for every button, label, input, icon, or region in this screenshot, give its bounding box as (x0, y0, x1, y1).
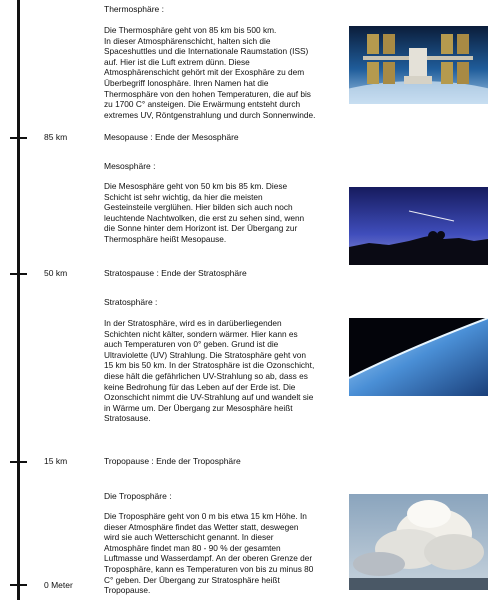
boundary-stratopause: Stratospause : Ende der Stratosphäre (104, 268, 247, 278)
km-label-0: 0 Meter (44, 580, 73, 590)
tick-50km (10, 273, 27, 275)
stratosphere-text: In der Stratosphäre, wird es in darüberliegenden Schichten nicht kälter, sondern wärmer. Hier kann es auch Temperaturen von 0° geben. Grund ist die Ultraviolette (UV) Strahlung. Die Stratosphäre geht von 15 km bis 50 km. In der Stratosphäre ist die Ozonschicht, diese hält die gefährlichen UV-Strahlung so ab, dass es keine Bedrohung für das Leben auf der Erde ist. Die Ozonschicht nimmt die UV-Strahlung auf und wandelt sie in Wärme um. Der Übergang zur Mesosphäre heißt Stratosause. (104, 318, 315, 424)
thermosphere-text: Die Thermosphäre geht von 85 km bis 500 km. In dieser Atmosphärenschicht, halten sich die Spaceshuttles und die Internationale Raumstation (ISS) auf. Hier ist die Luft extrem dünn. Diese Atmosphärenschicht gehört mit der Exosphäre zu dem Überbegriff Ionosphäre. Ihren Namen hat die Thermosphäre von den hohen Temperaturen, die auf bis zu 1700 C° ansteigen. Die Erwärmung entsteht durch extremes UV, Röntgenstrahlung und durch Sonnenwinde. (104, 25, 316, 120)
stratosphere-heading: Stratosphäre : (104, 297, 158, 307)
tick-0m (10, 584, 27, 586)
boundary-tropopause: Tropopause : Ende der Troposphäre (104, 456, 241, 466)
mesosphere-heading: Mesosphäre : (104, 161, 156, 171)
iss-space-station-photo (349, 26, 488, 104)
night-sky-meteor-photo (349, 187, 488, 265)
km-label-85: 85 km (44, 132, 68, 142)
troposphere-heading: Die Troposphäre : (104, 491, 172, 501)
mesosphere-text: Die Mesosphäre geht von 50 km bis 85 km. Diese Schicht ist sehr wichtig, da hier die meisten Gesteinsteile verglühen. Hier bilden sich auch noch leuchtende Nachtwolken, die erst zu sehen sind, wenn die Sonne hinter dem Horizont ist. Der Übergang zur Thermosphäre heißt Mesopause. (104, 181, 305, 244)
tick-85km (10, 137, 27, 139)
troposphere-text: Die Troposphäre geht von 0 m bis etwa 15 km Höhe. In dieser Atmosphäre findet das Wetter statt, deswegen wird sie auch Wetterschicht genannt. In dieser Atmosphäre findet man 80 - 90 % der gesamten Luftmasse und Wasserdampf. An der oberen Grenze der Troposphäre, kann es Temperaturen von bis zu minus 80 C° geben. Der Übergang zur Stratosphäre heißt Tropopause. (104, 511, 314, 596)
earth-horizon-from-space-photo (349, 318, 488, 396)
boundary-mesopause: Mesopause : Ende der Mesosphäre (104, 132, 239, 142)
tick-15km (10, 461, 27, 463)
km-label-15: 15 km (44, 456, 68, 466)
km-label-50: 50 km (44, 268, 68, 278)
thermosphere-heading: Thermosphäre : (104, 4, 164, 14)
altitude-axis (17, 0, 20, 600)
cumulus-clouds-sky-photo (349, 494, 488, 590)
